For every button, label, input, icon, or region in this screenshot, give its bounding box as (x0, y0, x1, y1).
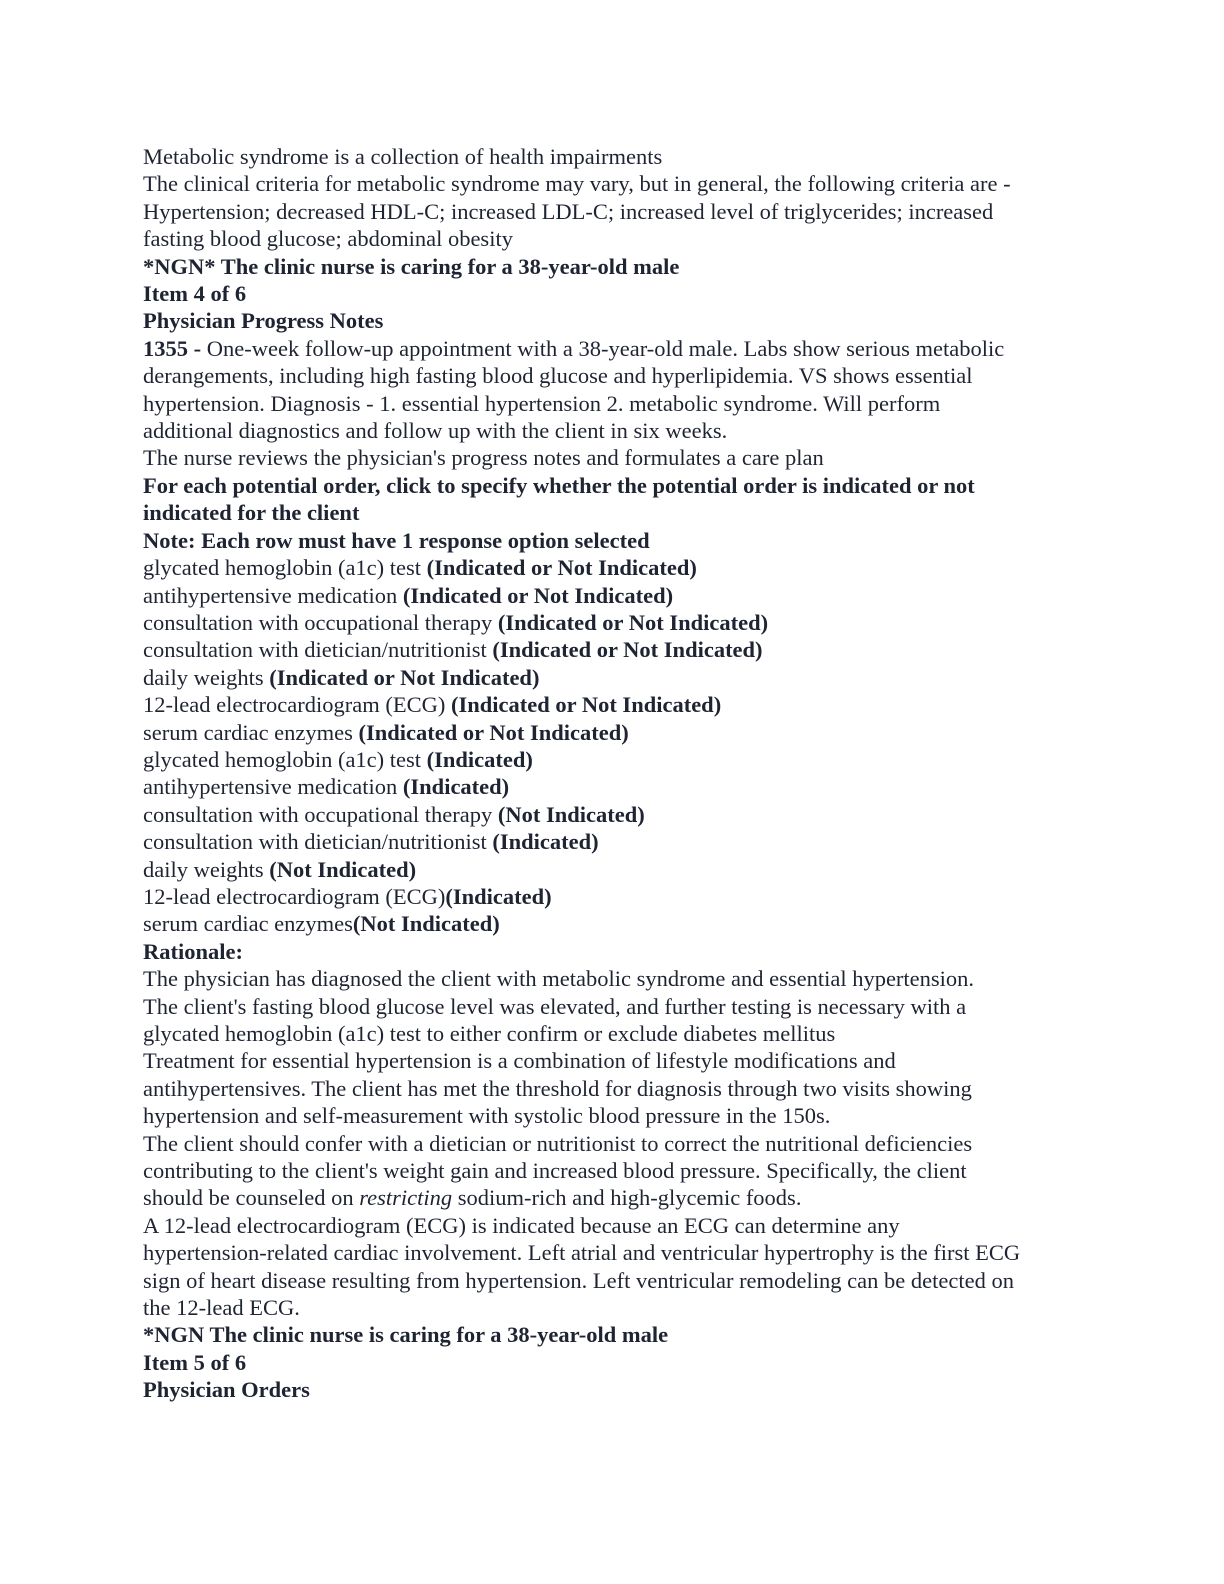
rationale-line: glycated hemoglobin (a1c) test to either confirm or exclude diabetes mellitus (143, 1021, 836, 1046)
order-answer-row (143, 910, 1093, 937)
instruction-line: indicated for the client (143, 500, 360, 526)
order-option-row (143, 664, 1093, 691)
intro-line: Hypertension; decreased HDL-C; increased LDL-C; increased level of triglycerides; increased (143, 198, 994, 224)
order-answer-row (143, 856, 1093, 883)
rationale-line: the 12-lead ECG. (143, 1295, 300, 1321)
note-text: One-week follow-up appointment with a 38-year-old male. Labs show serious metabolic (201, 335, 1005, 361)
progress-note-line: derangements, including high fasting blood glucose and hyperlipidemia. VS shows essential (143, 363, 973, 389)
progress-note-line: hypertension. Diagnosis - 1. essential hypertension 2. metabolic syndrome. Will perform (143, 390, 941, 416)
order-name: 12-lead electrocardiogram (ECG) (143, 883, 446, 909)
order-name: glycated hemoglobin (a1c) test (143, 555, 427, 581)
order-name: daily weights (143, 856, 270, 882)
order-answer-row (143, 801, 1093, 828)
physician-orders-heading: Physician Orders (143, 1377, 310, 1403)
intro-line: The clinical criteria for metabolic syndrome may vary, but in general, the following criteria are - (143, 171, 1011, 197)
review-text: The nurse reviews the physician's progress notes and formulates a care plan (143, 445, 824, 471)
rationale-line: The client should confer with a dietician or nutritionist to correct the nutritional deficiencies (143, 1130, 973, 1156)
progress-note-line (143, 335, 1093, 362)
rationale-text: should be counseled on (143, 1185, 360, 1211)
rationale-line: A 12-lead electrocardiogram (ECG) is indicated because an ECG can determine any (143, 1212, 900, 1238)
order-result: (Indicated) (492, 829, 599, 855)
order-name: consultation with dietician/nutritionist (143, 637, 493, 663)
rationale-line: Treatment for essential hypertension is a combination of lifestyle modifications and (143, 1048, 896, 1074)
rationale-text: sodium-rich and high-glycemic foods. (452, 1185, 802, 1211)
order-result: (Not Indicated) (269, 856, 417, 882)
order-name: consultation with occupational therapy (143, 609, 498, 635)
order-name: daily weights (143, 664, 270, 690)
order-choice: (Indicated or Not Indicated) (402, 582, 674, 608)
rationale-heading: Rationale: (143, 938, 243, 964)
order-result: (Not Indicated) (497, 801, 645, 827)
order-result: (Indicated) (402, 774, 510, 800)
order-choice: (Indicated or Not Indicated) (497, 609, 769, 635)
case-title: *NGN The clinic nurse is caring for a 38-year-old male (143, 1322, 669, 1348)
case-title: *NGN* The clinic nurse is caring for a 38-year-old male (143, 253, 680, 279)
item-label: Item 5 of 6 (143, 1349, 247, 1375)
order-option-row (143, 719, 1093, 746)
progress-notes-heading: Physician Progress Notes (143, 308, 384, 334)
order-answer-row (143, 883, 1093, 910)
rationale-line: hypertension-related cardiac involvement. Left atrial and ventricular hypertrophy is the first ECG (143, 1240, 1021, 1266)
order-option-row (143, 691, 1093, 718)
progress-note-line: additional diagnostics and follow up with the client in six weeks. (143, 418, 728, 444)
order-choice: (Indicated or Not Indicated) (450, 692, 722, 718)
order-name: consultation with occupational therapy (143, 801, 498, 827)
order-result: (Not Indicated) (352, 911, 500, 937)
order-name: serum cardiac enzymes (143, 911, 353, 937)
rationale-line: contributing to the client's weight gain and increased blood pressure. Specifically, the client (143, 1158, 967, 1184)
order-choice: (Indicated or Not Indicated) (358, 719, 629, 745)
rationale-line: antihypertensives. The client has met the threshold for diagnosis through two visits showing (143, 1075, 972, 1101)
order-result: (Indicated) (445, 883, 552, 909)
order-result: (Indicated) (426, 746, 533, 772)
response-note: Note: Each row must have 1 response option selected (143, 527, 650, 553)
intro-line: fasting blood glucose; abdominal obesity (143, 226, 513, 252)
intro-line: Metabolic syndrome is a collection of health impairments (143, 144, 663, 169)
order-name: 12-lead electrocardiogram (ECG) (143, 692, 451, 718)
instruction-line: For each potential order, click to specify whether the potential order is indicated or not (143, 472, 975, 498)
order-choice: (Indicated or Not Indicated) (492, 637, 763, 663)
note-time: 1355 - (143, 335, 202, 361)
document-page (143, 143, 1093, 1404)
order-name: glycated hemoglobin (a1c) test (143, 746, 427, 772)
order-name: serum cardiac enzymes (143, 719, 359, 745)
order-option-row (143, 582, 1093, 609)
order-option-row (143, 636, 1093, 663)
rationale-line: hypertension and self-measurement with systolic blood pressure in the 150s. (143, 1103, 831, 1129)
item-label: Item 4 of 6 (143, 281, 247, 307)
order-answer-row (143, 746, 1093, 773)
order-answer-row (143, 773, 1093, 800)
order-name: consultation with dietician/nutritionist (143, 829, 493, 855)
order-name: antihypertensive medication (143, 774, 403, 800)
rationale-line: sign of heart disease resulting from hypertension. Left ventricular remodeling can be detected on (143, 1267, 1014, 1293)
rationale-line: The client's fasting blood glucose level was elevated, and further testing is necessary with a (143, 993, 967, 1019)
rationale-emphasis: restricting (359, 1185, 453, 1211)
rationale-line (143, 1184, 1093, 1211)
order-option-row (143, 609, 1093, 636)
order-option-row (143, 554, 1093, 581)
order-name: antihypertensive medication (143, 582, 403, 608)
order-choice: (Indicated or Not Indicated) (269, 664, 540, 690)
order-answer-row (143, 828, 1093, 855)
rationale-line: The physician has diagnosed the client with metabolic syndrome and essential hypertension. (143, 966, 975, 992)
order-choice: (Indicated or Not Indicated) (426, 555, 697, 581)
